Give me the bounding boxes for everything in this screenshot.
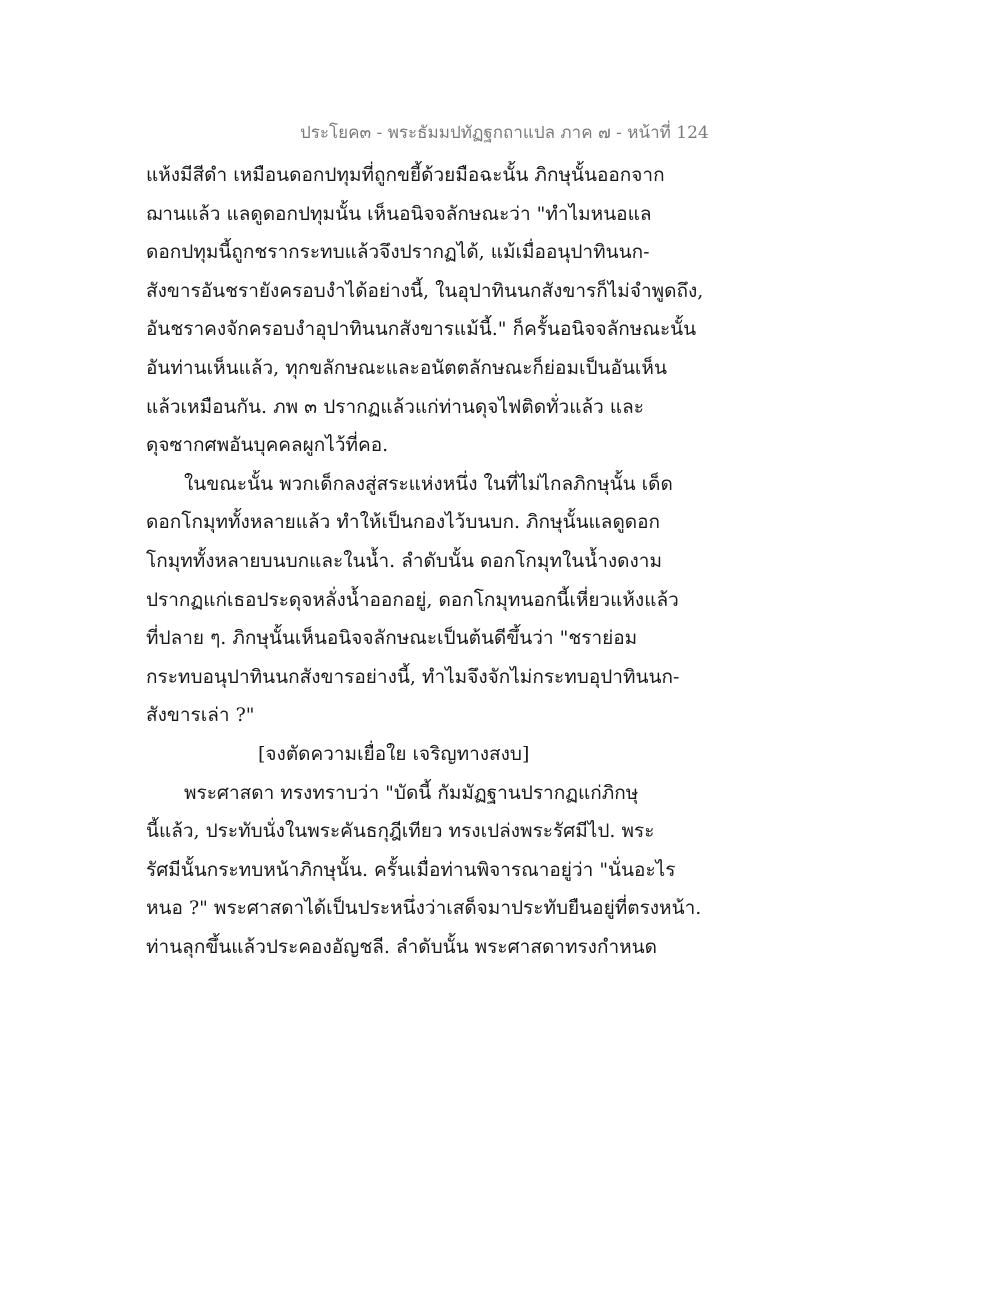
text-line: ดอกปทุมนี้ถูกชรากระทบแล้วจึงปรากฏได้, แม้เมื่ออนุปาทินนก- <box>146 241 650 264</box>
text-line: โกมุททั้งหลายบนบกและในน้ำ. ลำดับนั้น ดอกโกมุทในน้ำงดงาม <box>146 549 662 572</box>
paragraph-start-line: ในขณะนั้น พวกเด็กลงสู่สระแห่งหนึ่ง ในที่ไม่ไกลภิกษุนั้น เด็ด <box>184 472 673 495</box>
text-line: อันชราคงจักครอบงำอุปาทินนกสังขารแม้นี้." ก็ครั้นอนิจจลักษณะนั้น <box>146 318 697 341</box>
text-line: กระทบอนุปาทินนกสังขารอย่างนี้, ทำไมจึงจักไม่กระทบอุปาทินนก- <box>146 665 680 688</box>
text-line: สังขารอันชรายังครอบงำได้อย่างนี้, ในอุปาทินนกสังขารก็ไม่จำพูดถึง, <box>146 279 704 302</box>
text-line: ที่ปลาย ๆ. ภิกษุนั้นเห็นอนิจจลักษณะเป็นต้นดีขึ้นว่า "ชราย่อม <box>146 627 638 650</box>
text-line: ดุจซากศพอันบุคคลผูกไว้ที่คอ. <box>146 434 389 457</box>
text-line: อันท่านเห็นแล้ว, ทุกขลักษณะและอนัตตลักษณะก็ย่อมเป็นอันเห็น <box>146 356 667 379</box>
text-line: ท่านลุกขึ้นแล้วประคองอัญชลี. ลำดับนั้น พระศาสดาทรงกำหนด <box>146 935 657 958</box>
paragraph-start-line: พระศาสดา ทรงทราบว่า "บัดนี้ กัมมัฏฐานปรากฏแก่ภิกษุ <box>184 781 639 804</box>
section-heading: [จงตัดความเยื่อใย เจริญทางสงบ] <box>258 742 530 765</box>
text-line: ฌานแล้ว แลดูดอกปทุมนั้น เห็นอนิจจลักษณะว่า "ทำไมหนอแล <box>146 202 652 225</box>
text-line: รัศมีนั้นกระทบหน้าภิกษุนั้น. ครั้นเมื่อท่านพิจารณาอยู่ว่า "นั่นอะไร <box>146 858 676 881</box>
body-text <box>146 156 706 966</box>
running-header: ประโยค๓ - พระธัมมปทัฏฐกถาแปล ภาค ๗ - หน้าที่ 124 <box>300 123 709 143</box>
text-line: แห้งมีสีดำ เหมือนดอกปทุมที่ถูกขยี้ด้วยมือฉะนั้น ภิกษุนั้นออกจาก <box>146 164 665 186</box>
text-line: แล้วเหมือนกัน. ภพ ๓ ปรากฏแล้วแก่ท่านดุจไฟติดทั่วแล้ว และ <box>146 395 644 418</box>
text-line: ดอกโกมุททั้งหลายแล้ว ทำให้เป็นกองไว้บนบก. ภิกษุนั้นแลดูดอก <box>146 511 661 534</box>
text-line: สังขารเล่า ?" <box>146 704 255 727</box>
text-line: หนอ ?" พระศาสดาได้เป็นประหนึ่งว่าเสด็จมาประทับยืนอยู่ที่ตรงหน้า. <box>146 897 702 920</box>
text-line: นี้แล้ว, ประทับนั่งในพระคันธกุฎีเทียว ทรงเปล่งพระรัศมีไป. พระ <box>146 820 655 843</box>
text-line: ปรากฏแก่เธอประดุจหลั่งน้ำออกอยู่, ดอกโกมุทนอกนี้เหี่ยวแห้งแล้ว <box>146 588 679 611</box>
